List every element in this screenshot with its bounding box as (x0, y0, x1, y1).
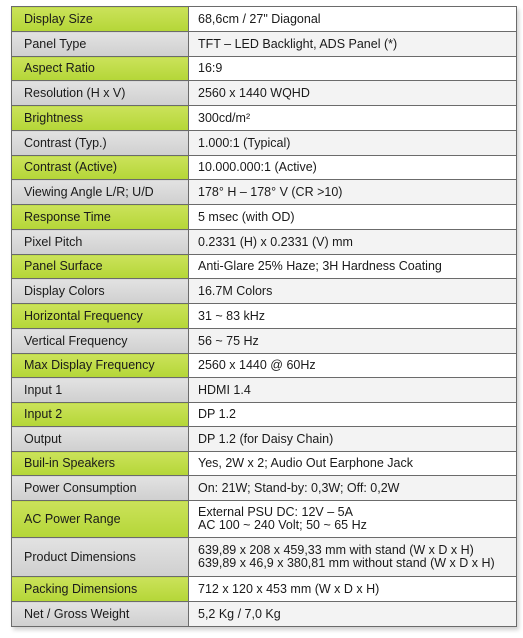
spec-row-brightness (12, 106, 517, 131)
spec-row-vertical-frequency (12, 329, 517, 354)
spec-value: 31 ~ 83 kHz (189, 304, 517, 329)
spec-value-line: 639,89 x 46,9 x 380,81 mm without stand (W x D x H) (198, 556, 495, 570)
spec-table (11, 6, 517, 627)
spec-label: Packing Dimensions (12, 577, 189, 602)
spec-value: 56 ~ 75 Hz (189, 329, 517, 354)
spec-label: Response Time (12, 205, 189, 230)
spec-row-power-consumption (12, 476, 517, 501)
spec-row-response-time (12, 205, 517, 230)
spec-value: DP 1.2 (for Daisy Chain) (189, 427, 517, 452)
spec-label: Display Size (12, 7, 189, 32)
spec-value: 10.000.000:1 (Active) (189, 156, 517, 180)
spec-row-viewing-angle (12, 180, 517, 205)
spec-value: 16:9 (189, 57, 517, 81)
spec-label: Input 2 (12, 403, 189, 427)
spec-label: Output (12, 427, 189, 452)
spec-value: 2560 x 1440 @ 60Hz (189, 354, 517, 378)
spec-label: AC Power Range (12, 501, 189, 538)
spec-label: Product Dimensions (12, 538, 189, 577)
spec-row-speakers (12, 452, 517, 476)
spec-row-weight (12, 602, 517, 627)
spec-label: Brightness (12, 106, 189, 131)
spec-value: 0.2331 (H) x 0.2331 (V) mm (189, 230, 517, 255)
spec-value-line: External PSU DC: 12V – 5A (198, 505, 353, 519)
spec-label: Vertical Frequency (12, 329, 189, 354)
spec-value: HDMI 1.4 (189, 378, 517, 403)
spec-label: Power Consumption (12, 476, 189, 501)
spec-value: 5 msec (with OD) (189, 205, 517, 230)
spec-label: Panel Type (12, 32, 189, 57)
spec-row-ac-power-range (12, 501, 517, 538)
spec-label: Input 1 (12, 378, 189, 403)
spec-label: Horizontal Frequency (12, 304, 189, 329)
spec-value: 178° H – 178° V (CR >10) (189, 180, 517, 205)
spec-value: DP 1.2 (189, 403, 517, 427)
spec-value-line: AC 100 ~ 240 Volt; 50 ~ 65 Hz (198, 518, 367, 532)
spec-value: 2560 x 1440 WQHD (189, 81, 517, 106)
spec-row-input-1 (12, 378, 517, 403)
spec-row-pixel-pitch (12, 230, 517, 255)
spec-value-line: 639,89 x 208 x 459,33 mm with stand (W x D x H) (198, 543, 474, 557)
spec-row-aspect-ratio (12, 57, 517, 81)
spec-label: Net / Gross Weight (12, 602, 189, 627)
spec-value: TFT – LED Backlight, ADS Panel (*) (189, 32, 517, 57)
spec-value: 68,6cm / 27" Diagonal (189, 7, 517, 32)
spec-label: Resolution (H x V) (12, 81, 189, 106)
spec-value: Yes, 2W x 2; Audio Out Earphone Jack (189, 452, 517, 476)
spec-row-resolution (12, 81, 517, 106)
spec-label: Aspect Ratio (12, 57, 189, 81)
spec-row-product-dimensions (12, 538, 517, 577)
spec-value: 300cd/m² (189, 106, 517, 131)
spec-value (189, 538, 517, 577)
spec-row-output (12, 427, 517, 452)
spec-row-display-colors (12, 279, 517, 304)
spec-value: 1.000:1 (Typical) (189, 131, 517, 156)
spec-label: Max Display Frequency (12, 354, 189, 378)
spec-label: Pixel Pitch (12, 230, 189, 255)
spec-row-display-size (12, 7, 517, 32)
spec-label: Buil-in Speakers (12, 452, 189, 476)
spec-row-input-2 (12, 403, 517, 427)
spec-row-panel-surface (12, 255, 517, 279)
spec-value: 712 x 120 x 453 mm (W x D x H) (189, 577, 517, 602)
spec-value: 5,2 Kg / 7,0 Kg (189, 602, 517, 627)
spec-value: Anti-Glare 25% Haze; 3H Hardness Coating (189, 255, 517, 279)
spec-row-horizontal-frequency (12, 304, 517, 329)
spec-row-panel-type (12, 32, 517, 57)
spec-row-max-display-frequency (12, 354, 517, 378)
spec-value: 16.7M Colors (189, 279, 517, 304)
spec-label: Display Colors (12, 279, 189, 304)
spec-value (189, 501, 517, 538)
spec-row-packing-dimensions (12, 577, 517, 602)
spec-value: On: 21W; Stand-by: 0,3W; Off: 0,2W (189, 476, 517, 501)
spec-label: Contrast (Active) (12, 156, 189, 180)
spec-label: Panel Surface (12, 255, 189, 279)
spec-row-contrast-typ (12, 131, 517, 156)
spec-label: Contrast (Typ.) (12, 131, 189, 156)
spec-label: Viewing Angle L/R; U/D (12, 180, 189, 205)
spec-row-contrast-active (12, 156, 517, 180)
